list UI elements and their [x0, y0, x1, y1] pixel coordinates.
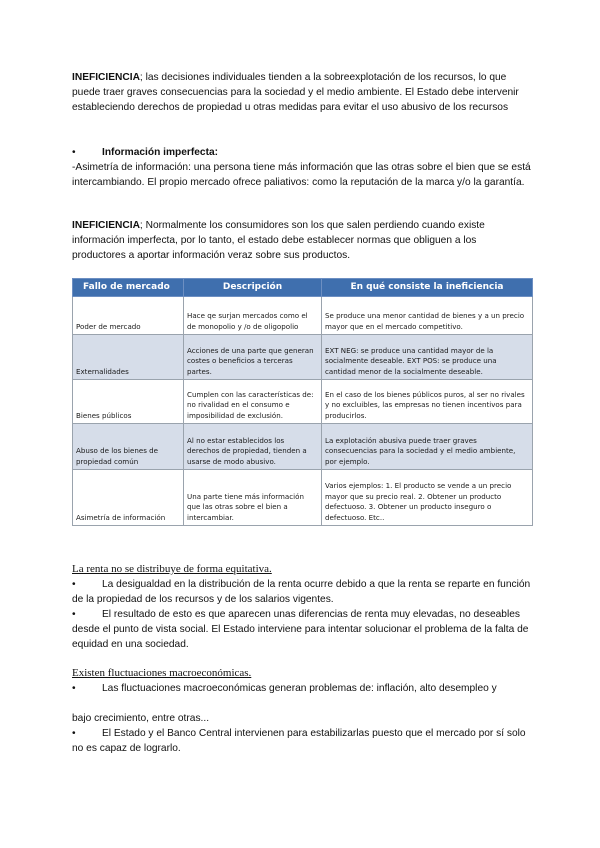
row-descripcion: Al no estar establecidos los derechos de propiedad, tienden a usarse de modo abusivo. — [184, 424, 322, 470]
row-fallo: Asimetría de información — [73, 470, 184, 526]
row-fallo: Externalidades — [73, 335, 184, 380]
renta-bullet-2 — [72, 607, 532, 653]
renta-bullet-1-text: La desigualdad en la distribución de la renta ocurre debido a que la renta se reparte en función de la propiedad de los recursos y de los salarios vigentes. — [72, 579, 531, 606]
table-row — [73, 470, 533, 526]
fallos-mercado-table — [72, 278, 533, 526]
paragraph-ineficiencia-2 — [72, 218, 532, 264]
info-imperfecta-title: Información imperfecta: — [102, 147, 219, 158]
renta-bullet-2-text: El resultado de esto es que aparecen unas diferencias de renta muy elevadas, no deseables desde el punto de vista social. El Estado interviene para intentar solucionar el problema de la falta de equidad en una sociedad. — [72, 609, 529, 651]
renta-heading: La renta no se distribuye de forma equitativa. — [72, 563, 272, 575]
row-fallo: Bienes públicos — [73, 380, 184, 424]
table-row — [73, 380, 533, 424]
bullet-dot: • — [72, 728, 76, 739]
row-descripcion: Acciones de una parte que generan costes o beneficios a terceras partes. — [184, 335, 322, 380]
paragraph-ineficiencia-1 — [72, 70, 532, 116]
bullet-dot: • — [72, 147, 76, 158]
row-ineficiencia: Se produce una menor cantidad de bienes y a un precio mayor que en el mercado competitivo. — [322, 297, 533, 335]
header-descripcion: Descripción — [184, 279, 322, 297]
fluctuaciones-heading: Existen fluctuaciones macroeconómicas. — [72, 667, 252, 679]
row-descripcion: Una parte tiene más información que las otras sobre el bien a intercambiar. — [184, 470, 322, 526]
header-fallo: Fallo de mercado — [73, 279, 184, 297]
info-imperfecta-heading — [72, 145, 218, 160]
bullet-dot: • — [72, 683, 76, 694]
header-ineficiencia: En qué consiste la ineficiencia — [322, 279, 533, 297]
ineficiencia-label-1: INEFICIENCIA — [72, 72, 140, 83]
table-row — [73, 424, 533, 470]
bullet-dot: • — [72, 579, 76, 590]
table-row — [73, 335, 533, 380]
bullet-dot: • — [72, 609, 76, 620]
table-row — [73, 297, 533, 335]
row-ineficiencia: EXT NEG: se produce una cantidad mayor de la socialmente deseable. EXT POS: se produce una cantidad menor de la socialmente deseable. — [322, 335, 533, 380]
ineficiencia-text-1: ; las decisiones individuales tienden a la sobreexplotación de los recursos, lo que puede traer graves consecuencias para la sociedad y el medio ambiente. El Estado debe intervenir estableciendo derechos de propiedad u otras medidas para evitar el uso abusivo de los recursos — [72, 72, 519, 114]
fluctuaciones-bullet-2-text: El Estado y el Banco Central intervienen para estabilizarlas puesto que el mercado por sí solo no es capaz de lograrlo. — [72, 728, 526, 755]
fluctuaciones-bullet-1 — [72, 681, 532, 696]
row-ineficiencia: La explotación abusiva puede traer graves consecuencias para la sociedad y el medio ambiente, por ejemplo. — [322, 424, 533, 470]
ineficiencia-text-2: ; Normalmente los consumidores son los que salen perdiendo cuando existe información imperfecta, por lo tanto, el estado debe establecer normas que obliguen a los productores a aportar información veraz sobre sus productos. — [72, 220, 485, 262]
row-descripcion: Cumplen con las características de: no rivalidad en el consumo e imposibilidad de exclusión. — [184, 380, 322, 424]
row-fallo: Abuso de los bienes de propiedad común — [73, 424, 184, 470]
table-header-row — [73, 279, 533, 297]
asimetria-paragraph: -Asimetría de información: una persona tiene más información que las otras sobre el bien que se está intercambiando. El propio mercado ofrece paliativos: como la reputación de la marca y/o la garantía. — [72, 162, 531, 189]
fluctuaciones-bullet-1-text: Las fluctuaciones macroeconómicas generan problemas de: inflación, alto desempleo y — [102, 683, 497, 694]
renta-bullet-1 — [72, 577, 532, 607]
row-fallo: Poder de mercado — [73, 297, 184, 335]
row-ineficiencia: Varios ejemplos: 1. El producto se vende a un precio mayor que su precio real. 2. Obtener un producto defectuoso. 3. Obtener un producto inseguro o defectuoso. Etc.. — [322, 470, 533, 526]
row-ineficiencia: En el caso de los bienes públicos puros, al ser no rivales y no excluibles, las empresas no tienen incentivos para producirlos. — [322, 380, 533, 424]
fluctuaciones-bullet-1-cont: bajo crecimiento, entre otras... — [72, 713, 210, 724]
fluctuaciones-bullet-2 — [72, 726, 532, 756]
row-descripcion: Hace qe surjan mercados como el de monopolio y /o de oligopolio — [184, 297, 322, 335]
ineficiencia-label-2: INEFICIENCIA — [72, 220, 140, 231]
